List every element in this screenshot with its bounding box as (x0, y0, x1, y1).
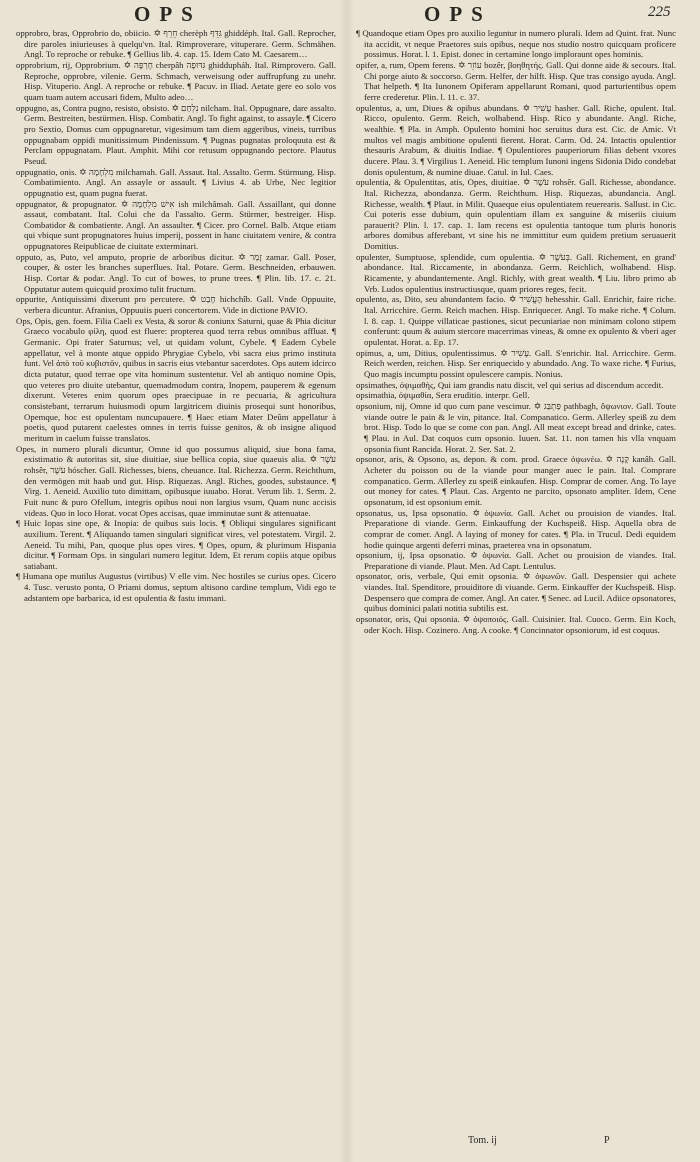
entry-oppurite: oppurite, Antiquissimi dixerunt pro percutere. ✡ חָבַט hichchîb. Gall. Vnde Oppuuite, verbera dicuntur. Afranius, Oppuuiis pueri concertorem. Vide in dictione PAVIO. (16, 294, 336, 316)
entry-opulento: opulento, as, Dito, seu abundantem facio. ✡ הֶעֱשִׁיר hehesshir. Gall. Enrichir, faire riche. Ital. Arricchire. Germ. Reich machen. Hisp. Enriquecer. Angl. To make riche. ¶ Colum. l. 8. cap. 1. Quippe villaticae pastiones, sicut pecuniariae non minimam colono stipem conferunt: quum & auium stercore macerrimas vineas, & omne ex opulento & vberi ager opulentat. Horat. a. Ep. 17. (356, 294, 676, 348)
header-right-word: OPS (424, 2, 492, 26)
entry-opsonium: opsonium, nij, Omne id quo cum pane vescimur. ✡ פַּתְבַּג pathbagh, ὄψωνιον. Gall. Toute viande outre le pain & le vin, pitance. Ital. Companatico. Germ. Allerley speiß zu dem brot. Hisp. Todo lo que se come con pan. Angl. All meat except bread and drinke, cates. ¶ Plau. in Aul. Dat coquos cum opsonio. Iuuen. Sat. 11. non tamen his vlla vnquam opsonia fiunt Rancida. Horat. 2. Ser. Sat. 2. (356, 400, 676, 454)
header-left-word: OPS (134, 2, 202, 26)
entry-opsonor: opsonor, aris, & Opsono, as, depon. & com. prod. Graece ὀψωνέω. ✡ קָנָה kanâh. Gall. Acheter du poisson ou de la viande pour manger auec le pain. Ital. Comprare companatico. Germ. Allerley zu speiß einkaufen. Hisp. Comprar de comer. Ang. To laye out money for cates. ¶ Plaut. Cas. Argento ne parcito, opsonato ampliter. Idem, Cene opsonatum, id est opsonium emit. (356, 454, 676, 507)
entry-opsimathes: opsimathes, ὀψιμαθής, Qui iam grandis natu discit, vel qui serius ad discendum accedit. (356, 379, 664, 390)
entry-opes-end: ¶ Humana ope mutilus Augustus (virtibus) V elle vim. Nec hostiles se curius opes. Cicero 4. Tusc. verusto ponta, O Priami domus, septum altisono cardine templum, Vidi ego te adstantem ope barbarica, id est opulentia & fastu immani. (16, 571, 336, 603)
entry-oppugnator: oppugnator, & propugnator. ✡ אִישׁ מִלְחָמָה ish milchâmah. Gall. Assaillant, qui donne assaut, combatant. Ital. Colui che da l'assalto. Germ. Stürmer, bestreiger. Hisp. Combatidor & combatiente. Angl. An assaulter. ¶ Cicer. pro Cornel. Balb. Atque etiam qui vbique sunt propugnatores huius imperij, possent in hanc ciuitatem venire, & contra oppugnatores Reipublicae de ciuitate exterminari. (16, 198, 336, 252)
volume-mark: Tom. ij (468, 1135, 497, 1146)
entry-oppugno: oppugno, as, Contra pugno, resisto, obsisto. ✡ נִלְחַם nilcham. Ital. Oppugnare, dare assalto. Germ. Bestreiten, bestürmen. Hisp. Combatir. Angl. To fight against, to assayle. ¶ Cicero pro Sextio, Domus cum oppugnaretur, vigesimum tam diem aggeribus, vineis, turribus oppugnabam oppidi munitissimum Pindenissum. ¶ Pugnas pugnatas proloquuta est & Perclam oppugnatam. Plaut. Amphit. Mihi cor retusum oppugnando pectore. Plautus Pseud. (16, 102, 336, 166)
entry-oppugnatio: oppugnatio, onis. ✡ מִלְחָמָה milchamah. Gall. Assaut. Ital. Assalto. Germ. Stürmung. Hisp. Combatimiento. Angl. An assayle or assault. ¶ Livius 4. ab Urbe, Nec legitior oppugnatio est, quam pugna fuerat. (16, 166, 336, 198)
gutter-fold (340, 0, 354, 1162)
entry-opes-plural: ¶ Quandoque etiam Opes pro auxilio leguntur in numero plurali. Idem ad Quint. frat. Nunc ita accidit, vt neque Praetores suis opibus, neque nos studio nostro quicquam proficere possimus. Horat. l. 1. Epist. donec in certamine longo imploraunt opes hominis. (356, 28, 676, 60)
entry-opprobrium: opprobrium, rij, Opprobrium. ✡ חֶרְפָּה cherpâh גִּדּוּפָה ghiddupháh. Ital. Rimprovero. Gall. Reproche, opprobre, vilenie. Germ. Schmach, verweisung oder auffrupfung zu unehr. Hisp. Vituperio. Angl. A reproche or rebuke. ¶ Pacuv. in Iliad. Aetate gere eo solo vos quam tuam autem accusari fidem, Multo adeo… (16, 59, 336, 102)
entry-opsonator: opsonator, oris, verbale, Qui emit opsonia. ✡ ὀψωνῶν. Gall. Despensier qui achete viandes. Ital. Spenditore, prouiditore di viuande. Germ. Einkauffer der Kuchspeiß. Hisp. Despensero que compra de comer. Angl. An cater. ¶ Senec. ad Lucil. Adiice opsonatores, quibus dominici palati notitia subtilis est. (356, 571, 676, 614)
entry-opputo: opputo, as, Puto, vel amputo, proprie de arboribus dicitur. ✡ זָמַר zamar. Gall. Poser, couper, & oster les branches superflues. Ital. Potare. Germ. Beschneiden, erbauwen. Hisp. Cortar & podar. Angl. To cut of bowes, to prune trees. ¶ Plin. lib. 17. c. 21. Opputatur autem quicquid proximo tulit fructum. (16, 251, 336, 294)
entry-opifer: opifer, a, rum, Opem ferens. ✡ עוֹזֵר bozêr, βοηθητής. Gall. Qui donne aide & secours. Ital. Chi porge aiuto & soccorso. Germ. Helfer, der hilft. Hisp. Que tras consigo ayuda. Angl. That helpeth. ¶ Ita Iunonem Opiferam appellarunt Romani, quod parturientibus opem ferre crederetur. Plin. l. 11. c. 37. (356, 59, 676, 102)
signature-mark: P (604, 1135, 610, 1146)
page-number: 225 (648, 4, 671, 20)
left-column (16, 28, 336, 1128)
entry-opulentus: opulentus, a, um, Diues & opibus abundans. ✡ עָשִׁיר hasher. Gall. Riche, opulent. Ital. Ricco, opulento. Germ. Reich, wolhabend. Hisp. Rico y abundante. Angl. Riche, wealthie. ¶ Pla. in Amph. Opulento homini hoc seruitus dura est. Cic. de Amic. Vt multos vel magis ambitione opulenti fierent. Horat. Carm. Od. 24. Intactis opulentior thesauris Arabum, & diuitis Indiae. ¶ Opulentiores pauperiorum filias debent vxores ducere. Plau. 3. ¶ Virgilius 1. Aeneid. Hic templum Iunoni ingens Sidonia Dido condebat donis opulentum, & numine diuae. Catul. in Iul. Caes. (356, 102, 676, 177)
entry-opsonatus: opsonatus, us, Ipsa opsonatio. ✡ ὀψωνία. Gall. Achet ou prouision de viandes. Ital. Preparatione di viande. Germ. Einkauffung der Kuchspeiß. Hisp. Aquella obra de comprar de comer. Angl. A laying of money for cates. ¶ Pla. in Trucul. Dedi equidem hodie quinque argenti deferri minas, praeterea vna in opsonatum. (356, 507, 676, 550)
entry-opprobro: opprobro, bras, Opprobrio do, obiicio. ✡ חֵרֵף cherèph גִּדֵּף ghiddéph. Ital. Gall. Reprocher, dire paroles iniurieuses à quelqu'vn. Ital. Rimproverare, vituperare. Germ. Schmähen. Angl. To reproche or rebuke. ¶ Gellius lib. 4. cap. 15. Idem Cato M. Caesarem… (16, 28, 336, 60)
entry-opulenter: opulenter, Sumptuose, splendide, cum opulentia. ✡ בְּעֹשֶׁר. Gall. Richement, en grand' abondance. Ital. Riccamente, in abondanza. Germ. Reichlich, wolhabend. Hisp. Ricamente, y abundantemente. Angl. Richly, with great wealth. ¶ Liu. libro primo ab Vrb. Ludos opulentius instructiusque, quam priores reges, fecit. (356, 251, 676, 294)
right-column (356, 28, 676, 1128)
entry-opulentia: opulentia, & Opulentitas, atis, Opes, diuitiae. ✡ עֹשֶׁר rohsêr. Gall. Richesse, abondance. Ital. Richezza, abondanza. Germ. Reichthum. Hisp. Riquezas, abundancia. Angl. Richesse, wealth. ¶ Plaut. in Milit. Quaeque eius opulentiatem reuerearis. Sallust. in Cic. Cui poteris esse dubium, quin opulentiam illam ex sanguine & miseriis ciuium parauerit? Plin. l. 17. cap. 1. Iam recens est opulentia tantoque tum pluris honoris arbores domibus afferebant, vt sine his ne immittitur eum quidem pretium seruauerit Domitius. (356, 177, 676, 252)
page-footer (0, 1135, 700, 1155)
entry-opimus: opimus, a, um, Ditius, opulentissimus. ✡ עָשִׁיר. Gall. S'enrichir. Ital. Arricchire. Germ. Reich werden, reichen. Hisp. Ser enriquecido y abundado. Ang. To waxe riche. ¶ Furius, Quo magis incumptu possint opulescere campis. Nonius. (356, 347, 676, 379)
entry-opes-cont: ¶ Huic Iopas sine ope, & Inopia: de quibus suis locis. ¶ Obliqui singulares significant auxilium. Terent. ¶ Aliquando tamen singulari significat vires, vel potestatem. Virgil. 2. Aeneid. Tu mihi, Pan, quoque plus opes vires. ¶ Opes, opum, & plurimum Hispania dicitur. ¶ Formam Ops. in singulari numero legitur. Idem, Et rerum copiis atque opibus satiabant. (16, 518, 336, 571)
entry-opsimathia: opsimathia, ὀψιμαθία, Sera eruditio. interpr. Gell. (356, 390, 530, 401)
entry-opsonium-2: opsonium, ij, Ipsa opsonatio. ✡ ὀψωνία. Gall. Achet ou prouision de viandes. Ital. Preparatione di viande. Plaut. Men. Ad Capt. Lentulus. (356, 550, 676, 571)
entry-ops: Ops, Opis, gen. foem. Filia Caeli ex Vesta, & soror & coniunx Saturni, quae & Phia dicitur Graeco vocabulo φίλη, quod est fluere: propterea quod terra rebus omnibus affluat. ¶ Germanic. Opi frater Saturnus; vel, ut quidam volunt, Cybele. ¶ Eadem Cybele appellatur, vel à monte atque oppido Phrygiae Cybelo, vbi sacra eius primo instituta funt. Vel ἀπὸ τοῦ κυβιστᾶν, quibus in sacris eius vtebantur sacerdotes. Ops autem idcirco dicta putatur, quod terrae ope vita hominum sustentetur. Vel ab antiquo nomine Opis, quo veteres pro diuite utebantur, quemadmodum contra, Inopem, pauperem & egenum dixerunt. Veteres enim quorum opes praecipuae in re pecuaria, & agricultura consistebant, terrarum huiusmodi opum largitricem diuinis prosequi sunt honoribus, Opemque, hoc est opulentam nuncupauere. ¶ Haec etiam Mater Deûm appellatur à poetis, quod putarent caelestes omnes in terris fuisse genitos, & ob insigne aliquod meritum in caelum fuisse translatos. (16, 315, 336, 443)
entry-opes: Opes, in numero plurali dicuntur, Omne id quo possumus aliquid, siue bona fama, existimatio & autoritas sit, siue diuitiae, siue bellica copia, siue quaeuis alia. ✡ עֹשֶׁר rohsêr, עֹשֶׁר hóscher. Gall. Richesses, biens, cheuance. Ital. Richezza. Germ. Reichthum, den vermögen mit haab und gut. Hisp. Riquezas. Angl. Riches, goodes, substaunce. ¶ Virg. 1. Aeneid. Auxilio tuto dimittam, opibusque iuuabo. Horat. Verum lib. 1. Serm. 2. Fuit nunc & puro Ofellum, integris opibus noui non largius vsum, Quam nunc accisis videas. Quo in loco Horat. vocat Opes accisas, quae imminutae sunt & attenuatae. (16, 443, 336, 518)
entry-opsonator-2: opsonator, oris, Qui opsonia. ✡ ὀψοποιός. Gall. Cuisinier. Ital. Cuoco. Germ. Ein Koch, oder Koch. Hisp. Cozinero. Ang. A cooke. ¶ Concinnator opsoniorum, id est coquus. (356, 614, 676, 635)
